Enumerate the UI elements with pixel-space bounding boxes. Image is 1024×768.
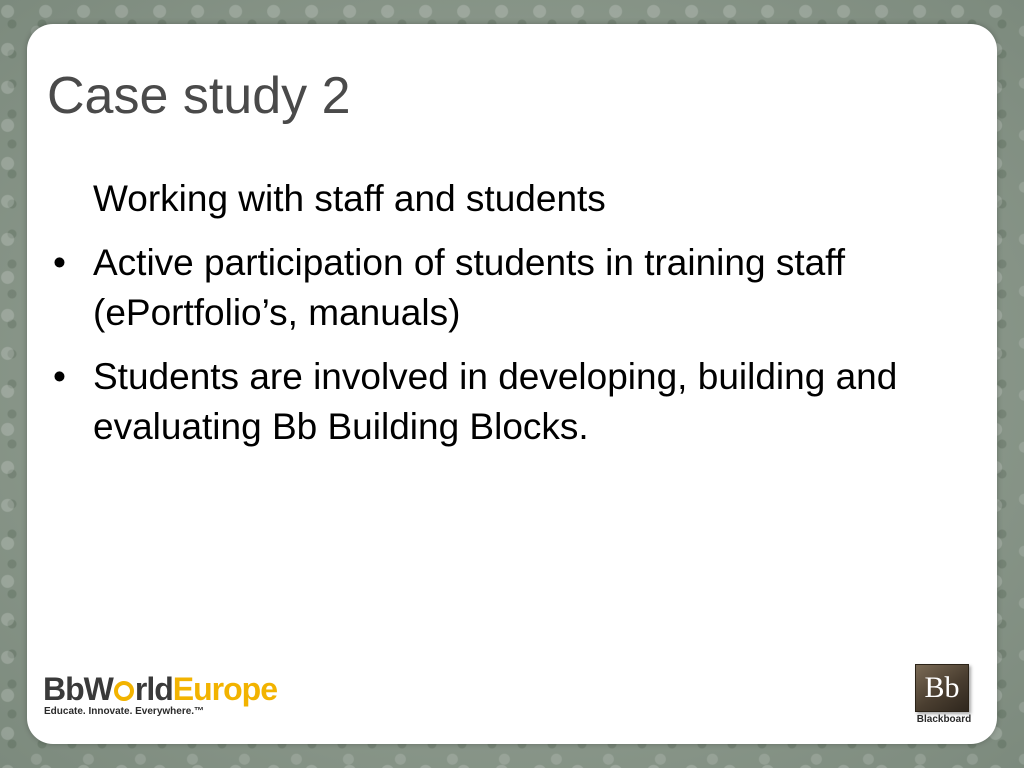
list-item-text: Working with staff and students — [93, 178, 606, 219]
logo-europe-text: Europe — [172, 671, 277, 707]
logo-tagline: Educate. Innovate. Everywhere.™ — [44, 706, 205, 717]
globe-o-icon — [114, 681, 134, 701]
slide-panel — [27, 24, 997, 744]
list-item-text: Students are involved in developing, building and evaluating Bb Building Blocks. — [93, 356, 898, 447]
bbworld-europe-logo — [43, 672, 333, 720]
list-item-1 — [49, 238, 969, 338]
bullet-list — [49, 174, 969, 466]
list-item-0 — [49, 174, 969, 224]
slide-title: Case study 2 — [47, 67, 351, 125]
logo-bb-text: Bb — [43, 671, 84, 707]
blackboard-cube-icon: Bb — [915, 664, 969, 712]
bullet-marker: • — [53, 356, 66, 397]
list-item-2 — [49, 352, 969, 452]
logo-rld-text: rld — [134, 671, 173, 707]
bbworld-wordmark — [43, 672, 277, 706]
logo-w-text: W — [83, 671, 113, 707]
blackboard-label: Blackboard — [916, 714, 972, 725]
blackboard-logo — [907, 664, 981, 730]
list-item-text: Active participation of students in training staff (ePortfolio’s, manuals) — [93, 242, 846, 333]
bullet-marker: • — [53, 242, 66, 283]
